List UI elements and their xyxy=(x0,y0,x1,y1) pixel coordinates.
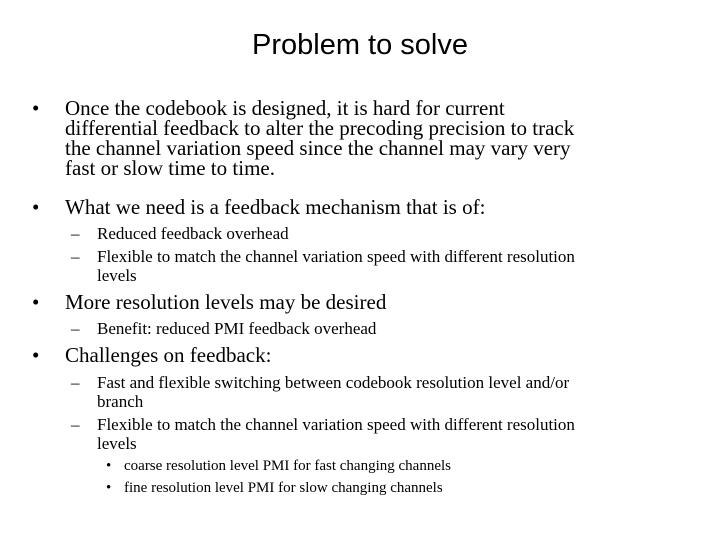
bullet-marker: • xyxy=(32,290,40,314)
sub-bullet-line: Fast and flexible switching between codebook resolution level and/or xyxy=(97,373,570,392)
dash-marker: – xyxy=(71,224,80,243)
dash-marker: – xyxy=(71,415,80,434)
bullet-line: Challenges on feedback: xyxy=(65,343,272,367)
slide-title: Problem to solve xyxy=(252,29,468,61)
sub-sub-bullet-line: fine resolution level PMI for slow changing channels xyxy=(124,480,443,496)
sub-bullet-benefit xyxy=(71,319,697,338)
sub-bullet-line: Benefit: reduced PMI feedback overhead xyxy=(97,319,377,338)
bullet-marker: • xyxy=(32,195,40,219)
bullet-challenges xyxy=(32,343,705,367)
sub-bullet-line: levels xyxy=(97,434,137,453)
bullet-feedback-need xyxy=(32,195,705,219)
bullet-line: fast or slow time to time. xyxy=(65,156,275,180)
sub-sub-bullet-line: coarse resolution level PMI for fast changing channels xyxy=(124,458,451,474)
bullet-marker: • xyxy=(106,480,112,496)
sub-bullet-line: Flexible to match the channel variation speed with different resolution xyxy=(97,415,575,434)
sub-bullet-line: Reduced feedback overhead xyxy=(97,224,289,243)
bullet-codebook-problem xyxy=(32,96,705,180)
sub-bullet-line: Flexible to match the channel variation speed with different resolution xyxy=(97,247,575,266)
bullet-marker: • xyxy=(106,458,112,474)
bullet-marker: • xyxy=(32,343,40,367)
sub-bullet-fast-switching xyxy=(71,373,697,411)
bullet-line: What we need is a feedback mechanism that is of: xyxy=(65,195,486,219)
bullet-line: Once the codebook is designed, it is hard for current xyxy=(65,96,505,120)
sub-sub-bullet-coarse xyxy=(106,457,684,476)
bullet-line: differential feedback to alter the precoding precision to track xyxy=(65,116,575,140)
sub-bullet-line: levels xyxy=(97,266,137,285)
dash-marker: – xyxy=(71,373,80,392)
sub-sub-bullet-fine xyxy=(106,479,684,498)
bullet-line: More resolution levels may be desired xyxy=(65,290,387,314)
bullet-resolution-levels xyxy=(32,290,705,314)
sub-bullet-line: branch xyxy=(97,392,144,411)
dash-marker: – xyxy=(71,247,80,266)
sub-bullet-flexible-match-2 xyxy=(71,415,697,453)
bullet-line: the channel variation speed since the channel may vary very xyxy=(65,136,571,160)
sub-bullet-reduced-overhead xyxy=(71,224,697,243)
bullet-marker: • xyxy=(32,96,40,120)
sub-bullet-flexible-match xyxy=(71,247,697,285)
dash-marker: – xyxy=(71,319,80,338)
